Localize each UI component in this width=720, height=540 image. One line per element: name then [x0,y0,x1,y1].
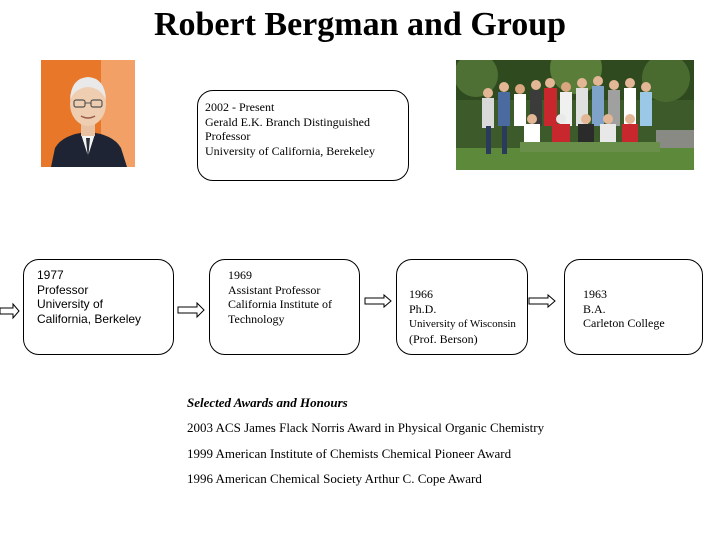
award-item: 2003 ACS James Flack Norris Award in Physical Organic Chemistry [187,420,545,435]
arrow-icon-left-edge [0,301,20,321]
page-title: Robert Bergman and Group [153,6,567,43]
career-degree: B.A. [583,301,606,316]
career-box-professor [23,259,174,355]
career-title: Professor [37,282,89,297]
current-position-title-cont: Professor [205,129,251,143]
career-box-assistant-professor [209,259,360,355]
career-institution-cont: California, Berkeley [37,311,142,326]
career-year: 1977 [37,268,64,282]
career-degree: Ph.D. [409,301,437,316]
current-position-box [197,90,409,181]
career-year: 1963 [583,287,607,301]
career-institution: University of [37,297,104,311]
career-year: 1966 [409,287,433,301]
career-title: Assistant Professor [228,282,321,297]
career-advisor: (Prof. Berson) [409,331,478,346]
career-institution: Carleton College [583,316,665,330]
current-position-years: 2002 - Present [205,100,275,114]
arrow-icon-1 [177,300,205,320]
award-item: 1999 American Institute of Chemists Chemical Pioneer Award [187,446,512,461]
portrait-image [41,60,135,167]
awards-heading: Selected Awards and Honours [187,395,348,410]
group-photo [456,60,694,170]
career-institution: University of Wisconsin [409,318,516,330]
career-box-phd [396,259,528,355]
career-year: 1969 [228,268,252,282]
group-image [456,60,694,170]
award-item: 1996 American Chemical Society Arthur C. Cope Award [187,471,482,486]
career-box-ba [564,259,703,355]
current-position-title: Gerald E.K. Branch Distinguished [205,114,370,129]
current-position-institution: University of California, Berekeley [205,143,375,158]
career-institution: California Institute of [228,297,332,311]
portrait-photo [41,60,135,167]
career-institution-cont: Technology [228,311,285,326]
arrow-icon-3 [528,293,556,309]
arrow-icon-2 [364,293,392,309]
